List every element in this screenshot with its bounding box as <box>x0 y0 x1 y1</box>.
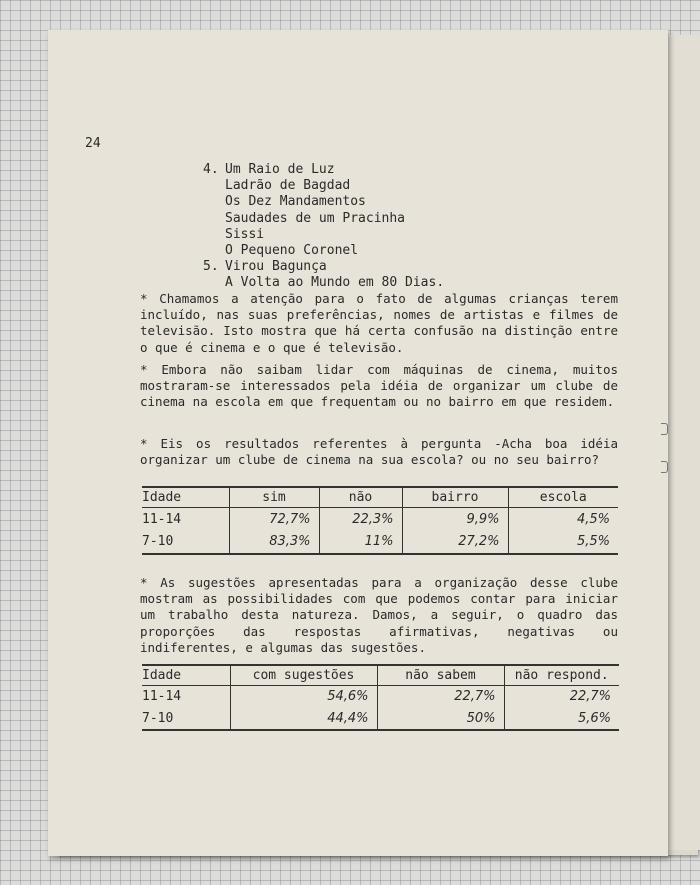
value-cell: 83,3% <box>229 531 319 554</box>
film-list <box>203 162 444 292</box>
table-row <box>142 686 619 708</box>
header-nao: não <box>319 487 402 508</box>
header-idade: Idade <box>142 665 230 686</box>
list-item: 4. Um Raio de Luz <box>203 162 335 177</box>
age-cell: 7-10 <box>142 531 229 554</box>
value-cell: 9,9% <box>402 508 508 531</box>
paragraph-results-question: * Eis os resultados referentes à pergunta -Acha boa idéia organizar um clube de cinema na sua escola? ou no seu bairro? <box>140 436 618 468</box>
paragraph-suggestions: * As sugestões apresentadas para a organização desse clube mostram as possibilidades com que podemos contar para iniciar um trabalho desta natureza. Damos, a seguir, o quadro das proporções das respostas afirmativas, negativas ou indiferentes, e algumas das sugestões. <box>140 575 618 655</box>
value-cell: 5,5% <box>576 534 610 549</box>
header-nao-sabem: não sabem <box>377 665 504 686</box>
age-cell: 11-14 <box>142 686 230 708</box>
list-item: Ladrão de Bagdad <box>225 178 351 194</box>
value-cell: 27,2% <box>402 531 508 554</box>
value-cell: 22,7% <box>377 686 504 708</box>
header-bairro: bairro <box>402 487 508 508</box>
table-header-row <box>142 665 619 686</box>
header-sim: sim <box>229 487 319 508</box>
list-item: 5. Virou Bagunça <box>203 259 327 275</box>
age-cell: 11-14 <box>142 508 229 531</box>
table-row <box>142 708 619 730</box>
value-cell: 50% <box>377 708 504 730</box>
value-cell: 54,6% <box>230 686 377 708</box>
table-row <box>142 531 618 554</box>
paragraph-attention: * Chamamos a atenção para o fato de algumas crianças terem incluído, nas suas preferências, nomes de artistas e filmes de televisão. Isto mostra que há certa confusão na distinção entre o que é cinema e o que é televisão. <box>140 291 618 355</box>
value-cell: 72,7% <box>229 508 319 531</box>
value-cell: 11% <box>319 531 402 554</box>
staple-top <box>661 423 668 435</box>
list-item: Sissi <box>225 226 265 242</box>
table-header-row <box>142 487 618 508</box>
age-cell: 7-10 <box>142 708 230 730</box>
results-table-suggestions <box>142 664 619 731</box>
header-idade: Idade <box>142 487 229 508</box>
list-item: O Pequeno Coronel <box>225 243 359 259</box>
value-cell: 4,5% <box>576 511 610 527</box>
list-item: A Volta ao Mundo em 80 Dias. <box>225 275 445 291</box>
list-item: Os Dez Mandamentos <box>225 194 366 210</box>
value-cell: 22,7% <box>569 689 611 705</box>
staple-bottom <box>661 461 668 473</box>
header-nao-respond: não respond. <box>504 665 619 686</box>
page-number: 24 <box>85 136 101 151</box>
value-cell: 44,4% <box>230 708 377 730</box>
results-table-club <box>142 486 618 555</box>
value-cell: 22,3% <box>319 508 402 531</box>
header-com-sugestoes: com sugestões <box>230 665 377 686</box>
paragraph-machines: * Embora não saibam lidar com máquinas de cinema, muitos mostraram-se interessados pela idéia de organizar um clube de cinema na escola em que frequentam ou no bairro em que residem. <box>140 362 618 410</box>
table-row <box>142 508 618 531</box>
header-escola: escola <box>508 487 618 508</box>
value-cell: 5,6% <box>577 710 611 726</box>
list-item: Saudades de um Pracinha <box>225 210 406 226</box>
